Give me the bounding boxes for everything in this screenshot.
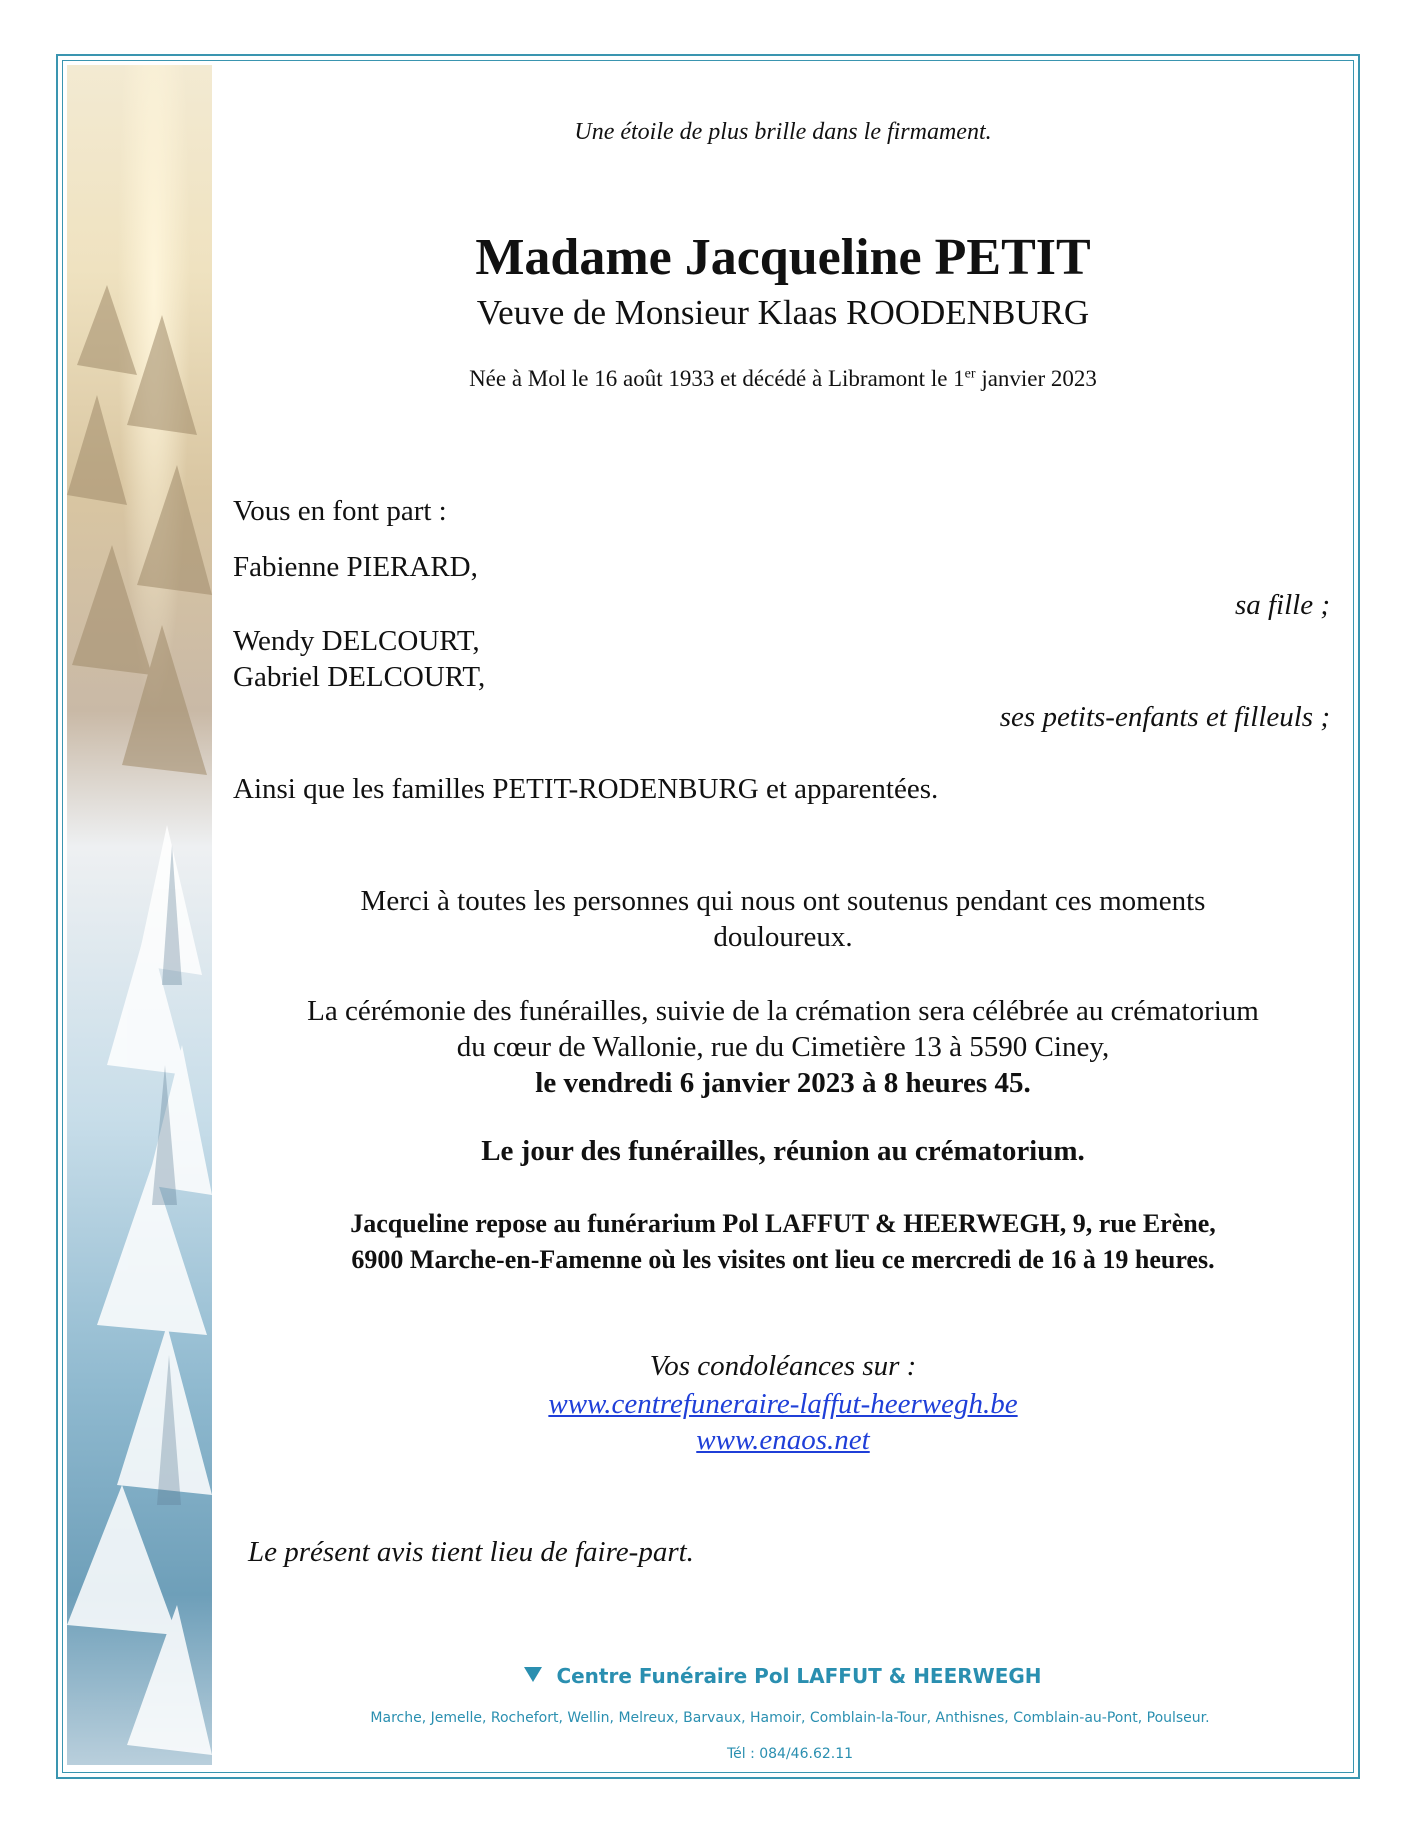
person-gabriel: Gabriel DELCOURT, (233, 661, 486, 693)
condolences-link-2-line (212, 1424, 1354, 1457)
ceremony-line-2: du cœur de Wallonie, rue du Cimetière 13 à 5590 Ciney, (456, 1031, 1110, 1063)
condolences-link-1-line (212, 1388, 1354, 1421)
triangle-down-icon (524, 1667, 542, 1682)
person-wendy: Wendy DELCOURT, (233, 625, 480, 657)
relation-grandchildren: ses petits-enfants et filleuls ; (999, 701, 1330, 733)
footer-phone: Tél : 084/46.62.11 (726, 1746, 854, 1762)
footer-towns: Marche, Jemelle, Rochefort, Wellin, Melreux, Barvaux, Hamoir, Comblain-la-Tour, Anthisnes, Comblain-au-Pont, Poulseur. (370, 1710, 1210, 1726)
repose-line-2: 6900 Marche-en-Famenne où les visites ont lieu ce mercredi de 16 à 19 heures. (351, 1245, 1215, 1274)
birth-death-line (212, 366, 1354, 392)
deceased-name: Madame Jacqueline PETIT (475, 229, 1091, 286)
thanks-line-1: Merci à toutes les personnes qui nous ont soutenus pendant ces moments (360, 885, 1206, 917)
repose-line-1: Jacqueline repose au funérarium Pol LAFFUT & HEERWEGH, 9, rue Erène, (350, 1209, 1216, 1238)
faire-part-notice: Le présent avis tient lieu de faire-part. (248, 1536, 694, 1568)
ceremony-line-1: La cérémonie des funérailles, suivie de la crémation sera célébrée au crématorium (307, 995, 1259, 1027)
meeting-line: Le jour des funérailles, réunion au crématorium. (481, 1135, 1085, 1167)
families-line: Ainsi que les familles PETIT-RODENBURG et apparentées. (233, 773, 939, 805)
epigraph: Une étoile de plus brille dans le firmament. (574, 119, 992, 145)
footer-title-text: Centre Funéraire Pol LAFFUT & HEERWEGH (556, 1664, 1042, 1688)
relation-daughter: sa fille ; (1234, 589, 1330, 621)
birth-death-text: Née à Mol le 16 août 1933 et décédé à Libramont le 1 (469, 366, 965, 391)
winter-forest-image (67, 65, 212, 1765)
condolences-link-2[interactable]: www.enaos.net (696, 1424, 870, 1456)
condolences-link-1[interactable]: www.centrefuneraire-laffut-heerwegh.be (548, 1388, 1018, 1420)
ceremony-date: le vendredi 6 janvier 2023 à 8 heures 45. (535, 1067, 1031, 1099)
person-fabienne: Fabienne PIERARD, (233, 551, 478, 583)
announce-intro: Vous en font part : (233, 495, 447, 527)
footer-title (212, 1664, 1354, 1688)
thanks-line-2: douloureux. (713, 921, 853, 953)
death-date-tail: janvier 2023 (975, 366, 1097, 391)
ordinal-suffix: er (964, 366, 976, 382)
widow-of: Veuve de Monsieur Klaas ROODENBURG (476, 293, 1090, 332)
condolences-label: Vos condoléances sur : (649, 1350, 917, 1382)
